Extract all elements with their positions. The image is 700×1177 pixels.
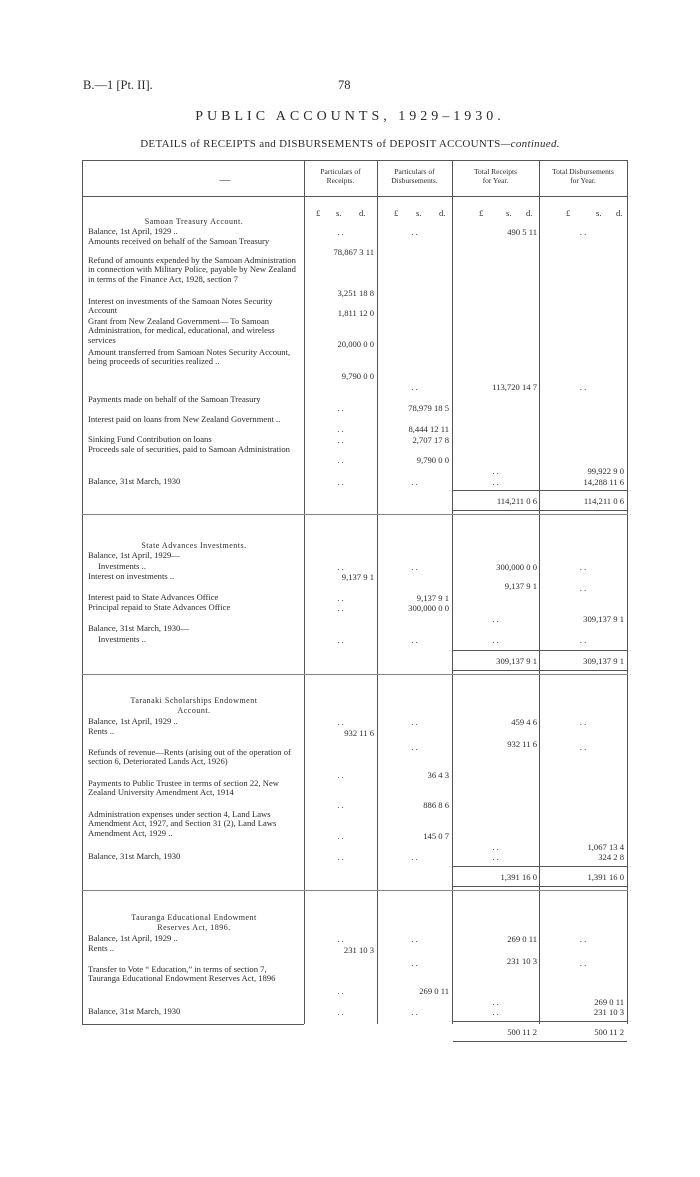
table-row: Investments ..	[98, 634, 146, 644]
table-row: Grant from New Zealand Government— To Samoan Administration, for medical, educational, and wireless services	[88, 316, 275, 345]
leader-dots: . .	[579, 958, 587, 968]
leader-dots: . .	[337, 934, 344, 944]
amount: 78,867 3 11	[333, 247, 374, 257]
amount: 231 10 3	[593, 1007, 624, 1017]
total-rule	[453, 670, 627, 671]
page-title: PUBLIC ACCOUNTS, 1929–1930.	[195, 109, 505, 124]
section-title: Samoan Treasury Account.	[144, 217, 244, 226]
leader-dots: . .	[579, 934, 587, 944]
page-subtitle	[0, 138, 700, 150]
leader-dots: . .	[579, 583, 587, 593]
leader-dots: . .	[579, 382, 587, 392]
column-divider-3	[452, 160, 453, 1024]
amount: 36 4 3	[427, 770, 449, 780]
amount: 269 0 11	[419, 986, 449, 996]
amount: 309,137 9 1	[583, 656, 624, 666]
table-row: Balance, 1st April, 1929 ..	[88, 716, 178, 726]
leader-dots: . .	[411, 852, 418, 862]
amount: 113,720 14 7	[492, 382, 537, 392]
leader-dots: . .	[411, 562, 418, 572]
section-separator	[82, 890, 628, 891]
table-row: Balance, 1st April, 1929 ..	[88, 933, 178, 943]
table-row: Balance, 31st March, 1930	[88, 1006, 181, 1016]
amount: 3,251 18 8	[337, 288, 374, 298]
column-header-receipts: Particulars of Receipts.	[320, 167, 361, 185]
leader-dots: . .	[492, 842, 499, 852]
currency-pound: £	[566, 208, 571, 218]
leader-dots: . .	[492, 1007, 499, 1017]
amount: 78,979 18 5	[408, 403, 449, 413]
leader-dots: . .	[337, 435, 344, 445]
leader-dots: . .	[579, 635, 587, 645]
amount: 269 0 11	[507, 934, 537, 944]
leader-dots: . .	[492, 466, 499, 476]
table-row: Interest paid on loans from New Zealand Government ..	[88, 414, 281, 424]
amount: 114,211 0 6	[496, 496, 537, 506]
table-row: Interest on investments of the Samoan Notes Security Account	[88, 296, 273, 316]
amount: 14,288 11 6	[583, 477, 624, 487]
leader-dots: . .	[337, 455, 344, 465]
leader-dots: . .	[492, 852, 499, 862]
section-title: Account.	[177, 706, 211, 715]
leader-dots: . .	[337, 603, 344, 613]
table-left-border	[82, 160, 83, 1024]
table-row: Interest on investments ..	[88, 571, 175, 581]
section-separator	[82, 514, 628, 515]
table-bottom-rule	[82, 1024, 304, 1025]
currency-pence: d.	[439, 208, 446, 218]
amount: 1,391 16 0	[587, 872, 624, 882]
column-header-disbursements: Particulars of Disbursements.	[391, 167, 438, 185]
amount: 9,137 9 1	[416, 593, 449, 603]
amount: 459 4 6	[511, 717, 537, 727]
amount: 2,707 17 8	[412, 435, 449, 445]
leader-dots: . .	[411, 742, 418, 752]
leader-dots: . .	[411, 477, 418, 487]
amount: 1,067 13 4	[587, 842, 624, 852]
amount: 1,391 16 0	[500, 872, 537, 882]
amount: 20,000 0 0	[337, 339, 374, 349]
table-row: Interest paid to State Advances Office	[88, 592, 219, 602]
table-row: Rents ..	[88, 943, 115, 953]
currency-shilling: s.	[506, 208, 512, 218]
section-title: Taranaki Scholarships Endowment	[130, 696, 258, 705]
column-header-first: —	[219, 174, 231, 186]
leader-dots: . .	[337, 477, 344, 487]
leader-dots: . .	[579, 227, 587, 237]
leader-dots: . .	[337, 424, 344, 434]
leader-dots: . .	[411, 1007, 418, 1017]
table-row: Payments to Public Trustee in terms of section 22, New Zealand University Amendment Act, 1914	[88, 778, 279, 798]
amount: 490 5 11	[507, 227, 537, 237]
table-header-rule	[82, 196, 628, 197]
leader-dots: . .	[492, 635, 499, 645]
amount: 886 8 6	[423, 800, 449, 810]
amount: 231 10 3	[343, 945, 374, 955]
currency-pence: d.	[616, 208, 623, 218]
leader-dots: . .	[337, 986, 344, 996]
column-divider-2	[377, 160, 378, 1024]
leader-dots: . .	[337, 403, 344, 413]
leader-dots: . .	[579, 562, 587, 572]
amount: 145 0 7	[423, 831, 449, 841]
table-row: Sinking Fund Contribution on loans	[88, 434, 212, 444]
table-row: Balance, 31st March, 1930	[88, 476, 181, 486]
amount: 932 11 6	[344, 728, 374, 738]
currency-pence: d.	[526, 208, 533, 218]
currency-shilling: s.	[416, 208, 422, 218]
currency-pence: d.	[359, 208, 366, 218]
leader-dots: . .	[492, 614, 499, 624]
table-row: Administration expenses under section 4, Land Laws Amendment Act, 1927, and Section 31 (2), Land Laws Amendment Act, 1929 ..	[88, 809, 277, 838]
leader-dots: . .	[337, 562, 344, 572]
amount: 500 11 2	[594, 1027, 624, 1037]
currency-shilling: s.	[596, 208, 602, 218]
column-header-total-receipts: Total Receipts for Year.	[473, 167, 517, 185]
table-row: Balance, 31st March, 1930	[88, 851, 181, 861]
amount: 309,137 9 1	[496, 656, 537, 666]
table-top-rule	[82, 160, 628, 161]
leader-dots: . .	[492, 997, 499, 1007]
total-rule	[453, 490, 627, 491]
leader-dots: . .	[411, 958, 418, 968]
leader-dots: . .	[337, 635, 344, 645]
amount: 324 2 8	[598, 852, 624, 862]
table-row: Principal repaid to State Advances Office	[88, 602, 231, 612]
amount: 300,000 0 0	[408, 603, 449, 613]
total-rule	[453, 1041, 627, 1042]
amount: 1,811 12 0	[337, 308, 374, 318]
section-title: State Advances Investments.	[141, 541, 247, 550]
section-separator	[82, 674, 628, 675]
amount: 9,137 9 1	[341, 572, 374, 582]
total-rule	[453, 866, 627, 867]
leader-dots: . .	[337, 227, 344, 237]
amount: 500 11 2	[507, 1027, 537, 1037]
column-header-total-disbursements: Total Disbursements for Year.	[552, 167, 614, 185]
leader-dots: . .	[337, 852, 344, 862]
leader-dots: . .	[411, 717, 418, 727]
leader-dots: . .	[337, 1007, 344, 1017]
leader-dots: . .	[492, 477, 499, 487]
leader-dots: . .	[579, 717, 587, 727]
total-rule	[453, 886, 627, 887]
subtitle-main: DETAILS of RECEIPTS and DISBURSEMENTS of DEPOSIT ACCOUNTS	[140, 138, 501, 150]
leader-dots: . .	[411, 934, 418, 944]
amount: 9,137 9 1	[504, 581, 537, 591]
total-rule	[453, 510, 627, 511]
section-title: Tauranga Educational Endowment	[131, 913, 257, 922]
subtitle-continued: —continued.	[500, 138, 560, 150]
currency-pound: £	[479, 208, 484, 218]
leader-dots: . .	[337, 593, 344, 603]
currency-pound: £	[316, 208, 321, 218]
table-row: Balance, 1st April, 1929—	[88, 550, 180, 560]
amount: 231 10 3	[506, 956, 537, 966]
leader-dots: . .	[411, 382, 418, 392]
table-row: Rents ..	[88, 726, 115, 736]
table-row: Amount transferred from Samoan Notes Security Account, being proceeds of securities realized ..	[88, 347, 291, 367]
amount: 9,790 0 0	[341, 371, 374, 381]
table-row: Refunds of revenue—Rents (arising out of the operation of section 6, Deteriorated Lands Act, 1926)	[88, 747, 291, 767]
amount: 300,000 0 0	[496, 562, 537, 572]
leader-dots: . .	[337, 717, 344, 727]
amount: 309,137 9 1	[583, 614, 624, 624]
amount: 8,444 12 11	[408, 424, 449, 434]
leader-dots: . .	[337, 770, 344, 780]
table-row: Investments ..	[98, 561, 146, 571]
amount: 9,790 0 0	[416, 455, 449, 465]
amount: 269 0 11	[594, 997, 624, 1007]
leader-dots: . .	[579, 742, 587, 752]
document-reference: B.—1 [Pt. II].	[83, 78, 153, 92]
total-rule	[453, 650, 627, 651]
table-row: Balance, 1st April, 1929 ..	[88, 226, 178, 236]
table-row: Proceeds sale of securities, paid to Samoan Administration	[88, 444, 290, 454]
table-right-border	[627, 160, 628, 1024]
table-row: Payments made on behalf of the Samoan Treasury	[88, 394, 261, 404]
amount: 99,922 9 0	[587, 466, 624, 476]
leader-dots: . .	[411, 227, 418, 237]
page-number: 78	[338, 78, 351, 92]
currency-shilling: s.	[336, 208, 342, 218]
table-row: Transfer to Vote “ Education,” in terms of section 7, Tauranga Educational Endowment Reserves Act, 1896	[88, 964, 276, 984]
currency-pound: £	[394, 208, 399, 218]
leader-dots: . .	[337, 831, 344, 841]
leader-dots: . .	[337, 800, 344, 810]
table-row: Amounts received on behalf of the Samoan Treasury	[88, 236, 270, 246]
total-rule	[453, 1021, 627, 1022]
table-row: Balance, 31st March, 1930—	[88, 623, 189, 633]
leader-dots: . .	[411, 635, 418, 645]
section-title: Reserves Act, 1896.	[157, 923, 231, 932]
amount: 114,211 0 6	[583, 496, 624, 506]
amount: 932 11 6	[507, 739, 537, 749]
table-row: Refund of amounts expended by the Samoan Administration in connection with Military Police, payable by New Zealand in terms of the Finance Act, 1928, section 7	[88, 255, 296, 284]
